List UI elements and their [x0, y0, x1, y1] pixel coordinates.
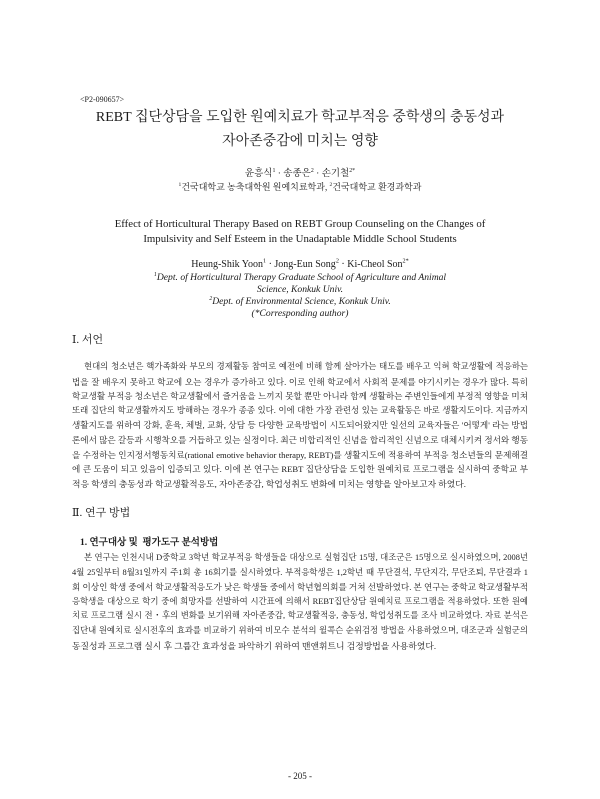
introduction-paragraph — [72, 360, 528, 491]
author-name: 윤흥식 — [244, 169, 273, 179]
author-name: 송종은 — [283, 169, 311, 179]
paragraph-line: 동질성과 프로그램 실시 후 그룹간 효과성을 파악하기 위하여 맨앤휘트니 검정방법을 사용하였다. — [72, 640, 437, 651]
affiliation-mark: 1 — [153, 271, 157, 278]
section-heading-introduction: Ⅰ. 서언 — [72, 334, 104, 346]
affiliation-line — [100, 296, 500, 308]
author-mark: 1 — [272, 167, 276, 174]
title-korean-line-2: 자아존중감에 미치는 영향 — [222, 134, 378, 149]
paragraph-line: 적응 학생의 충동성과 학교생활적응도, 자아존중감, 학업성취도 변화에 미치는 영향을 알아보고자 하였다. — [72, 478, 466, 489]
affiliations-korean — [80, 181, 520, 193]
affiliation-text: Dept. of Environmental Science, Konkuk Univ. — [212, 296, 391, 307]
paper-code: <P2-090657> — [80, 95, 125, 104]
title-korean — [40, 106, 560, 154]
affiliation-text: Dept. of Horticultural Therapy Graduate School of Agriculture and Animal — [156, 272, 447, 283]
corresponding-author-note — [100, 308, 500, 320]
author-separator: · — [277, 169, 281, 179]
author-name: 손기철 — [321, 169, 350, 179]
methods-paragraph — [72, 551, 528, 653]
paragraph-line: 에 큰 도움이 되고 있음이 입증되고 있다. 이에 본 연구는 REBT 집단상담을 도입한 원예치료 프로그램을 실시하여 중학교 부 — [72, 464, 528, 475]
paragraph-line: 또래 집단의 학교생활까지도 방해하는 경우가 종종 있다. 이에 대한 가장 관련성 있는 교육활동은 바로 생활지도이다. 지금까지 — [72, 405, 528, 415]
paragraph-line: 론에서 많은 갈등과 시행착오를 거듭하고 있는 실정이다. 최근 비합리적인 신념을 합리적인 신념으로 대체시키켜 정서와 행동 — [72, 434, 528, 445]
author-separator: · — [268, 259, 272, 270]
paragraph-line: 회 이상인 학생 중에서 학교생활적응도가 낮은 학생들 중에서 학년협의회를 거쳐 선발하였다. 본 연구는 중학교 학교생활부적 — [72, 582, 528, 593]
title-korean-line-1: REBT 집단상담을 도입한 원예치료가 학교부적응 중학생의 충동성과 — [95, 110, 505, 125]
affiliation-mark: 1 — [178, 182, 182, 188]
authors-english — [100, 259, 500, 271]
paragraph-line: 집단내 원예치료 실시전후의 효과를 비교하기 위하여 비모수 분석의 윌콕슨 순위검정 방법을 사용하였으며, 대조군과 실험군의 — [72, 625, 528, 635]
author-mark: 2* — [349, 167, 356, 174]
affiliations-english — [100, 272, 500, 320]
paragraph-line: 을 수정하는 인지정서행동치료(rational emotive behavior therapy, REBT)를 생활지도에 적용하여 부적응 청소년들의 문제해결 — [72, 449, 528, 460]
subsection-heading-subjects: 1. 연구대상 및 평가도구 분석방법 — [80, 538, 219, 548]
author-name: Heung-Shik Yoon — [191, 259, 263, 270]
paragraph-line: 치료 프로그램 실시 전・후의 변화를 보기위해 자아존중감, 학교생활적응, 충동성, 학업성취도를 조사 비교하였다. 자료 분석은 — [72, 611, 528, 621]
affiliation-mark: 2 — [329, 182, 333, 188]
author-name: Jong-Eun Song — [274, 259, 336, 270]
author-separator: · — [341, 259, 345, 270]
affiliation-text: 건국대학교 농축대학원 원예치료학과, — [181, 182, 328, 192]
paragraph-line: 본 연구는 인천시내 D중학교 3학년 학교부적응 학생들을 대상으로 실험집단 15명, 대조군은 15명으로 실시하였으며, 2008년 — [84, 553, 528, 562]
author-mark: 1 — [262, 257, 267, 265]
paragraph-line: 생활지도를 위하여 강화, 훈육, 체벌, 교화, 상담 등 다양한 교육방법이 시도되어왔지만 일선의 교육자들은 '어떻게' 라는 방법 — [72, 420, 528, 431]
paragraph-line: 응학생을 대상으로 학기 중에 희망자를 선발하여 시간표에 의해서 REBT집단상담 원예치료 프로그램을 적용하였다. 또한 원예 — [72, 596, 528, 606]
author-mark: 2 — [310, 167, 314, 174]
page-number: - 205 - — [288, 771, 312, 781]
author-mark: 2* — [402, 257, 409, 265]
author-mark: 2 — [335, 257, 339, 265]
affiliation-text: Science, Konkuk Univ. — [256, 284, 344, 295]
paragraph-line: 현대의 청소년은 핵가족화와 부모의 경제활동 참여로 예전에 비해 함께 살아가는 태도를 배우고 익혀 학교생활에 적응하는 — [84, 362, 528, 371]
author-separator: · — [316, 169, 320, 179]
paragraph-line: 법을 잘 배우지 못하고 학교에 오는 경우가 증가하고 있다. 이로 인해 학교에서 사회적 문제를 야기시키는 경우가 많다. 특히 — [72, 376, 528, 387]
title-english — [60, 217, 540, 247]
section-heading-methods: Ⅱ. 연구 방법 — [72, 507, 131, 519]
paragraph-line: 4월 25일부터 8월31일까지 주1회 총 16회기를 실시하였다. 부적응학생은 1,2학년 때 무단결석, 무단지각, 무단조퇴, 무단결과 1 — [72, 567, 528, 577]
paragraph-line: 학교생활 부적응 청소년은 학교생활에서 즐거움을 느끼지 못할 뿐만 아니라 함께 생활하는 주변인들에게 부정적 영향을 미쳐 — [72, 391, 528, 402]
title-english-line-1: Effect of Horticultural Therapy Based on REBT Group Counseling on the Changes of — [114, 218, 486, 230]
affiliation-text: 건국대학교 환경과학과 — [332, 182, 422, 192]
affiliation-line — [100, 284, 500, 296]
author-name: Ki-Cheol Son — [347, 259, 403, 270]
title-english-line-2: Impulsivity and Self Esteem in the Unadaptable Middle School Students — [143, 233, 457, 245]
affiliation-text: (*Corresponding author) — [251, 308, 349, 319]
authors-korean — [100, 168, 500, 180]
affiliation-line — [100, 272, 500, 284]
affiliation-mark: 2 — [209, 295, 213, 302]
